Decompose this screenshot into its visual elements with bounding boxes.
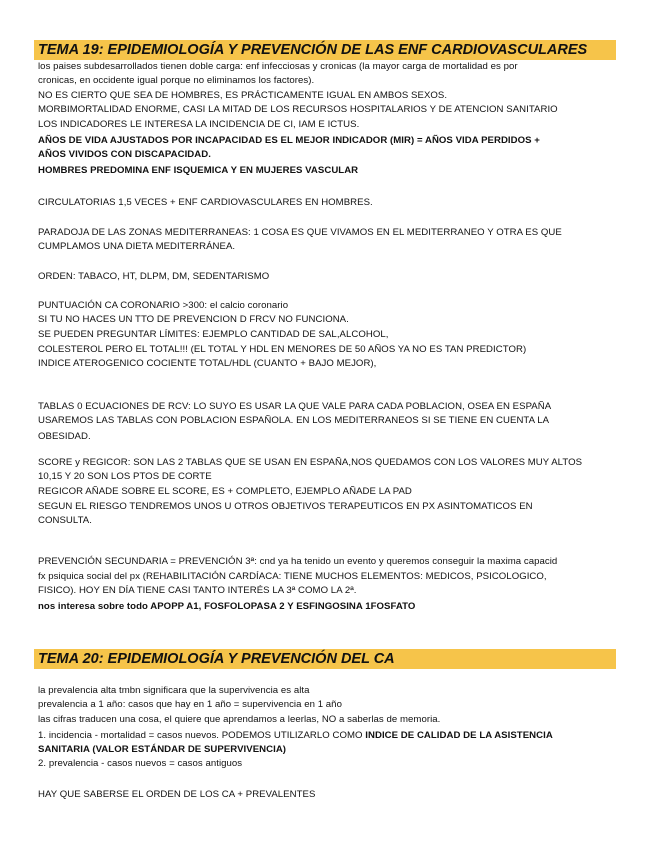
text-run: TABLAS 0 ECUACIONES DE RCV: LO SUYO ES USAR LA QUE VALE PARA CADA POBLACION, OSEA EN ESPAÑA: [38, 401, 552, 412]
bold-text: AÑOS DE VIDA AJUSTADOS POR INCAPACIDAD ES EL MEJOR INDICADOR (MIR) = AÑOS VIDA PERDIDOS +: [38, 135, 540, 146]
text-run: cronicas, en occidente igual porque no eliminamos los factores).: [38, 75, 315, 86]
text-line: [38, 788, 628, 801]
text-line: [38, 470, 628, 483]
text-run: SI TU NO HACES UN TTO DE PREVENCION D FRCV NO FUNCIONA.: [38, 314, 349, 325]
text-line: [38, 485, 628, 498]
text-run: 1. incidencia - mortalidad = casos nuevos. PODEMOS UTILIZARLO COMO: [38, 730, 366, 741]
text-line: [38, 313, 628, 326]
text-line: [38, 343, 628, 356]
text-run: INDICE ATEROGENICO COCIENTE TOTAL/HDL (CUANTO + BAJO MEJOR),: [38, 358, 377, 369]
text-line: [38, 430, 628, 443]
text-line: [38, 74, 628, 87]
text-line: [38, 299, 628, 312]
bold-text: HOMBRES PREDOMINA ENF ISQUEMICA Y EN MUJERES VASCULAR: [38, 165, 359, 176]
text-run: PARADOJA DE LAS ZONAS MEDITERRANEAS: 1 COSA ES QUE VIVAMOS EN EL MEDITERRANEO Y OTRA ES QUE: [38, 227, 562, 238]
text-run: MORBIMORTALIDAD ENORME, CASI LA MITAD DE LOS RECURSOS HOSPITALARIOS Y DE ATENCION SANITARIO: [38, 104, 558, 115]
section-heading-tema-19: TEMA 19: EPIDEMIOLOGÍA Y PREVENCIÓN DE LAS ENF CARDIOVASCULARES: [34, 40, 616, 60]
text-run: la prevalencia alta tmbn significara que la supervivencia es alta: [38, 685, 310, 696]
text-run: SCORE y REGICOR: SON LAS 2 TABLAS QUE SE USAN EN ESPAÑA,NOS QUEDAMOS CON LOS VALORES MUY ALTOS: [38, 457, 583, 468]
text-run: CIRCULATORIAS 1,5 VECES + ENF CARDIOVASCULARES EN HOMBRES.: [38, 197, 373, 208]
text-run: PREVENCIÓN SECUNDARIA = PREVENCIÓN 3ª: cnd ya ha tenido un evento y queremos conseguir la maxima capacid: [38, 556, 558, 567]
text-line: [38, 240, 628, 253]
text-run: NO ES CIERTO QUE SEA DE HOMBRES, ES PRÁCTICAMENTE IGUAL EN AMBOS SEXOS.: [38, 90, 448, 101]
text-run: CUMPLAMOS UNA DIETA MEDITERRÁNEA.: [38, 241, 236, 252]
text-run: PUNTUACIÓN CA CORONARIO >300: el calcio coronario: [38, 300, 289, 311]
text-run: 2. prevalencia - casos nuevos = casos antiguos: [38, 758, 243, 769]
text-run: LOS INDICADORES LE INTERESA LA INCIDENCIA DE CI, IAM E ICTUS.: [38, 119, 360, 130]
bold-text: SANITARIA (VALOR ESTÁNDAR DE SUPERVIVENCIA): [38, 744, 287, 755]
text-line: [38, 164, 628, 177]
text-line: [38, 600, 628, 613]
text-run: COLESTEROL PERO EL TOTAL!!! (EL TOTAL Y HDL EN MENORES DE 50 AÑOS YA NO ES TAN PREDICTOR): [38, 344, 527, 355]
text-run: los paises subdesarrollados tienen doble carga: enf infecciosas y cronicas (la mayor carga de mortalidad es por: [38, 61, 518, 72]
text-line: [38, 103, 628, 116]
bold-text: AÑOS VIVIDOS CON DISCAPACIDAD.: [38, 149, 211, 160]
text-line: [38, 713, 628, 726]
text-line: [38, 514, 628, 527]
text-line: [38, 89, 628, 102]
text-line: [38, 357, 628, 370]
text-line: [38, 584, 628, 597]
text-run: FISICO). HOY EN DÍA TIENE CASI TANTO INTERÉS LA 3ª COMO LA 2ª.: [38, 585, 357, 596]
text-line: [38, 196, 628, 209]
section-heading-tema-20: TEMA 20: EPIDEMIOLOGÍA Y PREVENCIÓN DEL CA: [34, 649, 616, 669]
text-line: [38, 500, 628, 513]
text-line: [38, 757, 628, 770]
text-line: [38, 414, 628, 427]
text-line: [38, 226, 628, 239]
text-run: CONSULTA.: [38, 515, 92, 526]
text-line: [38, 456, 628, 469]
text-run: USAREMOS LAS TABLAS CON POBLACION ESPAÑOLA. EN LOS MEDITERRANEOS SI SE TIENE EN CUENTA LA: [38, 415, 550, 426]
text-line: [38, 698, 628, 711]
text-run: HAY QUE SABERSE EL ORDEN DE LOS CA + PREVALENTES: [38, 789, 316, 800]
bold-text: nos interesa sobre todo APOPP A1, FOSFOLOPASA 2 Y ESFINGOSINA 1FOSFATO: [38, 601, 416, 612]
text-line: [38, 148, 628, 161]
text-run: SE PUEDEN PREGUNTAR LÍMITES: EJEMPLO CANTIDAD DE SAL,ALCOHOL,: [38, 329, 389, 340]
text-run: OBESIDAD.: [38, 431, 91, 442]
text-run: SEGUN EL RIESGO TENDREMOS UNOS U OTROS OBJETIVOS TERAPEUTICOS EN PX ASINTOMATICOS EN: [38, 501, 533, 512]
text-run: las cifras traducen una cosa, el quiere que aprendamos a leerlas, NO a saberlas de memoria.: [38, 714, 441, 725]
text-line: [38, 328, 628, 341]
text-line: [38, 729, 628, 742]
text-line: [38, 743, 628, 756]
bold-text: INDICE DE CALIDAD DE LA ASISTENCIA: [365, 730, 553, 741]
text-line: [38, 400, 628, 413]
text-line: [38, 555, 628, 568]
text-line: [38, 134, 628, 147]
text-line: [38, 60, 628, 73]
text-run: prevalencia a 1 año: casos que hay en 1 año = supervivencia en 1 año: [38, 699, 342, 710]
text-run: ORDEN: TABACO, HT, DLPM, DM, SEDENTARISMO: [38, 271, 270, 282]
text-line: [38, 570, 628, 583]
text-line: [38, 684, 628, 697]
text-run: REGICOR AÑADE SOBRE EL SCORE, ES + COMPLETO, EJEMPLO AÑADE LA PAD: [38, 486, 412, 497]
text-line: [38, 270, 628, 283]
text-run: 10,15 Y 20 SON LOS PTOS DE CORTE: [38, 471, 212, 482]
text-line: [38, 118, 628, 131]
text-run: fx psiquica social del px (REHABILITACIÓN CARDÍACA: TIENE MUCHOS ELEMENTOS: MEDICOS, PSICOLOGICO,: [38, 571, 547, 582]
